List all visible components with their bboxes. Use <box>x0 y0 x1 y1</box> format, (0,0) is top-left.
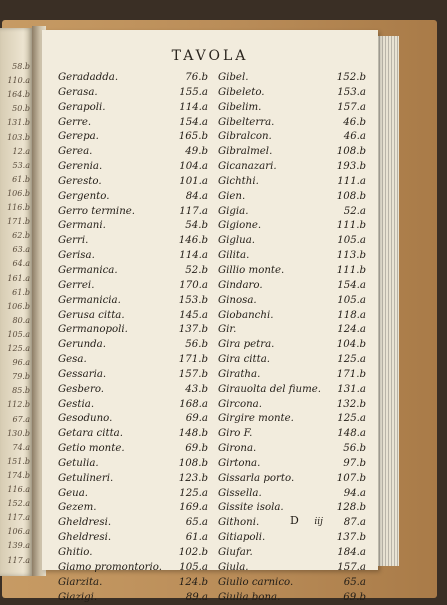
index-entry <box>218 175 366 190</box>
entry-page-ref: 69.b <box>185 443 208 455</box>
entry-page-ref: 153.b <box>178 294 208 306</box>
entry-name: Gira citta. <box>218 354 271 366</box>
index-entry <box>58 175 208 190</box>
index-entry <box>58 546 208 561</box>
entry-name: Gestia. <box>58 398 95 410</box>
index-entry <box>218 86 366 101</box>
index-entry <box>58 531 208 546</box>
entry-page-ref: 152.b <box>336 72 366 83</box>
entry-page-ref: 155.a <box>179 86 208 98</box>
index-entry <box>58 368 208 383</box>
entry-page-ref: 61.a <box>185 532 208 544</box>
entry-name: Gibel. <box>218 72 249 83</box>
entry-name: Gillio monte. <box>218 264 285 276</box>
entry-page-ref: 154.a <box>337 279 366 291</box>
entry-page-ref: 131.a <box>337 383 366 395</box>
entry-name: Gerri. <box>58 235 89 247</box>
index-page <box>42 30 378 603</box>
left-margin-fragment: 106.a <box>7 527 30 537</box>
index-entry <box>218 427 366 442</box>
entry-name: Gerro termine. <box>58 205 136 217</box>
index-entry <box>218 130 366 145</box>
left-margin-fragment: 116.b <box>7 203 30 212</box>
entry-name: Gibralmel. <box>218 146 273 158</box>
index-entry <box>218 338 366 353</box>
left-margin-fragment: 12.a <box>12 146 30 156</box>
entry-page-ref: 105.a <box>337 294 366 306</box>
index-entry <box>58 234 208 249</box>
entry-page-ref: 43.b <box>185 383 208 395</box>
entry-page-ref: 97.b <box>343 457 366 469</box>
entry-page-ref: 69.b <box>343 591 366 603</box>
entry-name: Girona. <box>218 443 257 455</box>
entry-page-ref: 128.b <box>336 502 366 514</box>
entry-page-ref: 114.a <box>179 101 208 113</box>
entry-name: Geua. <box>58 487 89 499</box>
left-margin-fragment: 139.a <box>7 541 30 551</box>
left-margin-fragment: 80.a <box>12 315 30 325</box>
left-margin-fragment: 58.b <box>12 62 30 71</box>
entry-name: Giglua. <box>218 235 256 247</box>
entry-page-ref: 104.b <box>336 339 366 351</box>
entry-page-ref: 69.a <box>185 413 208 425</box>
entry-page-ref: 107.b <box>336 472 366 484</box>
left-margin-fragment: 106.b <box>7 188 30 198</box>
page-title: TAVOLA <box>171 48 249 64</box>
index-entry <box>218 116 366 131</box>
entry-name: Girgire monte. <box>218 413 294 425</box>
entry-page-ref: 114.a <box>179 250 208 262</box>
index-entry <box>218 234 366 249</box>
entry-page-ref: 65.a <box>185 517 208 529</box>
entry-page-ref: 137.b <box>178 324 208 336</box>
entry-name: Gigia. <box>218 205 249 217</box>
entry-name: Gissella. <box>218 487 262 499</box>
index-entry <box>58 190 208 205</box>
left-margin-fragment: 125.a <box>7 344 30 353</box>
entry-name: Gircona. <box>218 398 262 410</box>
index-entry <box>58 323 208 338</box>
index-entry <box>58 427 208 442</box>
entry-name: Germanicia. <box>58 294 121 306</box>
index-entry <box>58 442 208 457</box>
entry-page-ref: 193.b <box>336 161 366 173</box>
entry-name: Gerepa. <box>58 131 99 143</box>
index-entry <box>58 160 208 175</box>
entry-page-ref: 125.a <box>179 487 208 499</box>
entry-page-ref: 171.b <box>178 354 208 366</box>
index-entry <box>218 323 366 338</box>
index-entry <box>58 264 208 279</box>
entry-name: Gesa. <box>58 354 87 366</box>
entry-name: Girauolta del fiume. <box>218 383 322 395</box>
index-entry <box>218 309 366 324</box>
entry-name: Getulia. <box>58 457 99 469</box>
left-margin-fragment: 61.b <box>12 287 30 297</box>
entry-name: Gerre. <box>58 116 92 128</box>
entry-name: Getara citta. <box>58 428 123 440</box>
index-entry <box>58 86 208 101</box>
index-entry <box>218 487 366 502</box>
index-entry <box>218 591 366 605</box>
left-margin-fragment: 67.a <box>12 414 30 424</box>
entry-name: Girtona. <box>218 457 261 469</box>
entry-page-ref: 105.a <box>337 235 366 247</box>
left-margin-fragment: 105.a <box>7 329 30 339</box>
entry-page-ref: 111.b <box>336 220 366 232</box>
entry-name: Giazigi. <box>58 591 98 603</box>
index-entry <box>58 472 208 487</box>
entry-page-ref: 56.b <box>343 443 366 455</box>
entry-page-ref: 56.b <box>185 339 208 351</box>
entry-page-ref: 54.b <box>185 220 208 232</box>
index-entry <box>58 561 208 576</box>
entry-name: Giobanchi. <box>218 309 274 321</box>
index-entry <box>58 338 208 353</box>
left-margin-fragment: 151.b <box>7 456 30 466</box>
left-margin-fragment: 50.b <box>12 104 30 114</box>
index-entry <box>218 219 366 234</box>
index-entry <box>218 561 366 576</box>
left-margin-fragment: 174.b <box>7 470 30 480</box>
index-entry <box>218 279 366 294</box>
left-page-margin <box>0 28 33 576</box>
entry-name: Gibeleto. <box>218 86 265 98</box>
index-entry <box>218 249 366 264</box>
entry-page-ref: 132.b <box>336 398 366 410</box>
entry-page-ref: 105.a <box>179 561 208 573</box>
index-entry <box>58 309 208 324</box>
index-entry <box>58 591 208 605</box>
left-margin-fragment: 152.a <box>7 499 30 509</box>
entry-page-ref: 52.b <box>185 264 208 276</box>
entry-page-ref: 157.a <box>337 561 366 573</box>
entry-name: Getulineri. <box>58 472 114 484</box>
left-margin-fragment: 79.b <box>12 372 30 382</box>
entry-name: Ghitio. <box>58 547 93 558</box>
index-entry <box>218 368 366 383</box>
entry-name: Gien. <box>218 190 246 202</box>
index-entry <box>58 487 208 502</box>
index-entry <box>218 264 366 279</box>
index-entry <box>218 145 366 160</box>
left-margin-fragment: 164.b <box>7 90 30 100</box>
entry-page-ref: 46.a <box>343 131 366 143</box>
entry-page-ref: 84.a <box>185 190 208 202</box>
index-entry <box>218 71 366 86</box>
entry-name: Germani. <box>58 220 106 232</box>
index-entry <box>58 383 208 398</box>
entry-page-ref: 146.b <box>178 235 208 247</box>
entry-page-ref: 124.b <box>178 576 208 588</box>
entry-name: Getio monte. <box>58 443 125 455</box>
entry-name: Gichthi. <box>218 175 259 187</box>
entry-name: Gerisa. <box>58 250 95 262</box>
index-entry <box>58 294 208 309</box>
entry-page-ref: 46.b <box>343 116 366 128</box>
entry-page-ref: 94.a <box>343 487 366 499</box>
entry-name: Gibralcon. <box>218 131 272 143</box>
entry-name: Gessaria. <box>58 368 107 380</box>
index-entry <box>58 116 208 131</box>
entry-page-ref: 125.a <box>337 354 366 366</box>
left-margin-fragment: 53.a <box>12 160 30 170</box>
index-entry <box>58 101 208 116</box>
entry-page-ref: 101.a <box>179 175 208 187</box>
left-margin-fragment: 61.b <box>12 174 30 184</box>
page-footer <box>290 514 323 527</box>
entry-name: Ginosa. <box>218 294 257 306</box>
entry-page-ref: 87.a <box>343 517 366 529</box>
entry-name: Gerrei. <box>58 279 95 291</box>
index-entry <box>58 130 208 145</box>
index-entry <box>58 398 208 413</box>
entry-name: Gesoduno. <box>58 413 113 425</box>
entry-name: Gesbero. <box>58 383 105 395</box>
left-margin-fragment: 103.b <box>7 132 30 142</box>
index-entry <box>58 412 208 427</box>
entry-page-ref: 76.b <box>185 72 208 83</box>
left-margin-fragment: 116.a <box>7 485 30 494</box>
entry-name: Gerapoli. <box>58 101 106 113</box>
index-entry <box>58 353 208 368</box>
entry-page-ref: 168.a <box>179 398 208 410</box>
entry-page-ref: 124.a <box>337 324 366 336</box>
left-margin-fragment: 171.b <box>7 217 30 227</box>
entry-page-ref: 118.a <box>337 309 366 321</box>
index-entry <box>218 205 366 220</box>
entry-page-ref: 184.a <box>337 547 366 558</box>
entry-name: Gerunda. <box>58 339 106 351</box>
left-margin-fragment: 74.a <box>12 442 30 452</box>
entry-name: Githoni. <box>218 517 260 529</box>
entry-name: Gissarla porto. <box>218 472 295 484</box>
entry-name: Germanica. <box>58 264 118 276</box>
entry-page-ref: 145.a <box>179 309 208 321</box>
index-entry <box>58 205 208 220</box>
entry-name: Gitiapoli. <box>218 532 266 544</box>
entry-name: Giamo promontorio. <box>58 561 162 573</box>
entry-name: Gigione. <box>218 220 262 232</box>
entry-page-ref: 148.a <box>337 428 366 440</box>
entry-page-ref: 157.b <box>178 368 208 380</box>
index-entry <box>218 576 366 591</box>
entry-page-ref: 169.a <box>179 502 208 514</box>
index-entry <box>58 219 208 234</box>
entry-page-ref: 111.b <box>336 264 366 276</box>
entry-page-ref: 148.b <box>178 428 208 440</box>
index-entry <box>58 501 208 516</box>
entry-name: Gheldresi. <box>58 517 112 529</box>
entry-name: Gergento. <box>58 190 110 202</box>
index-entry <box>58 71 208 86</box>
left-margin-fragment: 131.b <box>7 118 30 128</box>
index-entry <box>218 383 366 398</box>
entry-page-ref: 104.a <box>179 161 208 173</box>
entry-name: Giufar. <box>218 547 253 558</box>
entry-name: Gilita. <box>218 250 250 262</box>
entry-page-ref: 137.b <box>336 532 366 544</box>
entry-name: Giro F. <box>218 428 253 440</box>
entry-name: Germanopoli. <box>58 324 128 336</box>
entry-page-ref: 125.a <box>337 413 366 425</box>
entry-page-ref: 102.b <box>178 547 208 558</box>
left-margin-fragment: 85.b <box>12 386 30 396</box>
index-column-left <box>58 71 208 605</box>
signature-number: iij <box>314 517 323 527</box>
entry-name: Gerenia. <box>58 161 103 173</box>
entry-page-ref: 108.b <box>336 146 366 158</box>
index-entry <box>58 249 208 264</box>
entry-name: Gheldresi. <box>58 532 112 544</box>
entry-page-ref: 113.b <box>336 250 366 262</box>
page-edges <box>376 36 399 566</box>
index-entry <box>218 472 366 487</box>
entry-page-ref: 123.b <box>178 472 208 484</box>
entry-name: Giarzita. <box>58 576 103 588</box>
index-entry <box>218 398 366 413</box>
entry-name: Gerusa citta. <box>58 309 125 321</box>
index-entry <box>218 294 366 309</box>
entry-name: Gindaro. <box>218 279 263 291</box>
left-margin-fragment: 106.b <box>7 301 30 311</box>
entry-name: Gerasa. <box>58 86 98 98</box>
left-margin-fragment: 117.a <box>7 555 30 565</box>
entry-page-ref: 153.a <box>337 86 366 98</box>
left-margin-fragment: 63.a <box>12 245 30 255</box>
left-margin-fragment: 130.b <box>7 428 30 438</box>
entry-page-ref: 49.b <box>185 146 208 158</box>
entry-page-ref: 154.a <box>179 116 208 128</box>
entry-name: Gissite isola. <box>218 502 284 514</box>
index-entry <box>218 190 366 205</box>
entry-name: Giulia bona. <box>218 591 281 603</box>
index-entry <box>58 279 208 294</box>
entry-page-ref: 165.b <box>178 131 208 143</box>
left-margin-fragment: 110.a <box>7 76 30 86</box>
index-entry <box>58 457 208 472</box>
left-margin-fragment: 96.a <box>12 358 30 368</box>
entry-name: Giratha. <box>218 368 261 380</box>
entry-name: Geresto. <box>58 175 102 187</box>
entry-page-ref: 117.a <box>179 205 208 217</box>
entry-page-ref: 171.b <box>336 368 366 380</box>
entry-name: Gibelterra. <box>218 116 275 128</box>
entry-page-ref: 108.b <box>336 190 366 202</box>
entry-name: Gezem. <box>58 502 97 514</box>
signature-mark: D <box>290 514 299 527</box>
index-entry <box>58 145 208 160</box>
entry-name: Giula. <box>218 561 249 573</box>
left-margin-fragment: 62.b <box>12 231 30 241</box>
index-entry <box>218 442 366 457</box>
entry-name: Gir. <box>218 324 237 336</box>
entry-page-ref: 157.a <box>337 101 366 113</box>
left-margin-fragment: 112.b <box>7 400 30 410</box>
index-entry <box>218 412 366 427</box>
index-entry <box>218 353 366 368</box>
entry-page-ref: 170.a <box>179 279 208 291</box>
left-margin-fragment: 64.a <box>12 259 30 269</box>
index-entry <box>218 531 366 546</box>
index-entry <box>218 546 366 561</box>
entry-name: Gerea. <box>58 146 93 158</box>
entry-page-ref: 65.a <box>343 576 366 588</box>
entry-page-ref: 111.a <box>337 175 366 187</box>
index-entry <box>218 160 366 175</box>
entry-page-ref: 52.a <box>343 205 366 217</box>
entry-page-ref: 108.b <box>178 457 208 469</box>
entry-name: Geradadda. <box>58 72 119 83</box>
index-entry <box>58 576 208 591</box>
index-entry <box>218 457 366 472</box>
entry-name: Gicanazari. <box>218 161 277 173</box>
left-margin-fragment: 117.a <box>7 513 30 523</box>
entry-page-ref: 89.a <box>185 591 208 603</box>
index-entry <box>218 101 366 116</box>
entry-name: Gira petra. <box>218 339 275 351</box>
entry-name: Gibelim. <box>218 101 262 113</box>
index-entry <box>58 516 208 531</box>
left-margin-fragment: 161.a <box>7 273 30 283</box>
entry-name: Giulio carnico. <box>218 576 294 588</box>
